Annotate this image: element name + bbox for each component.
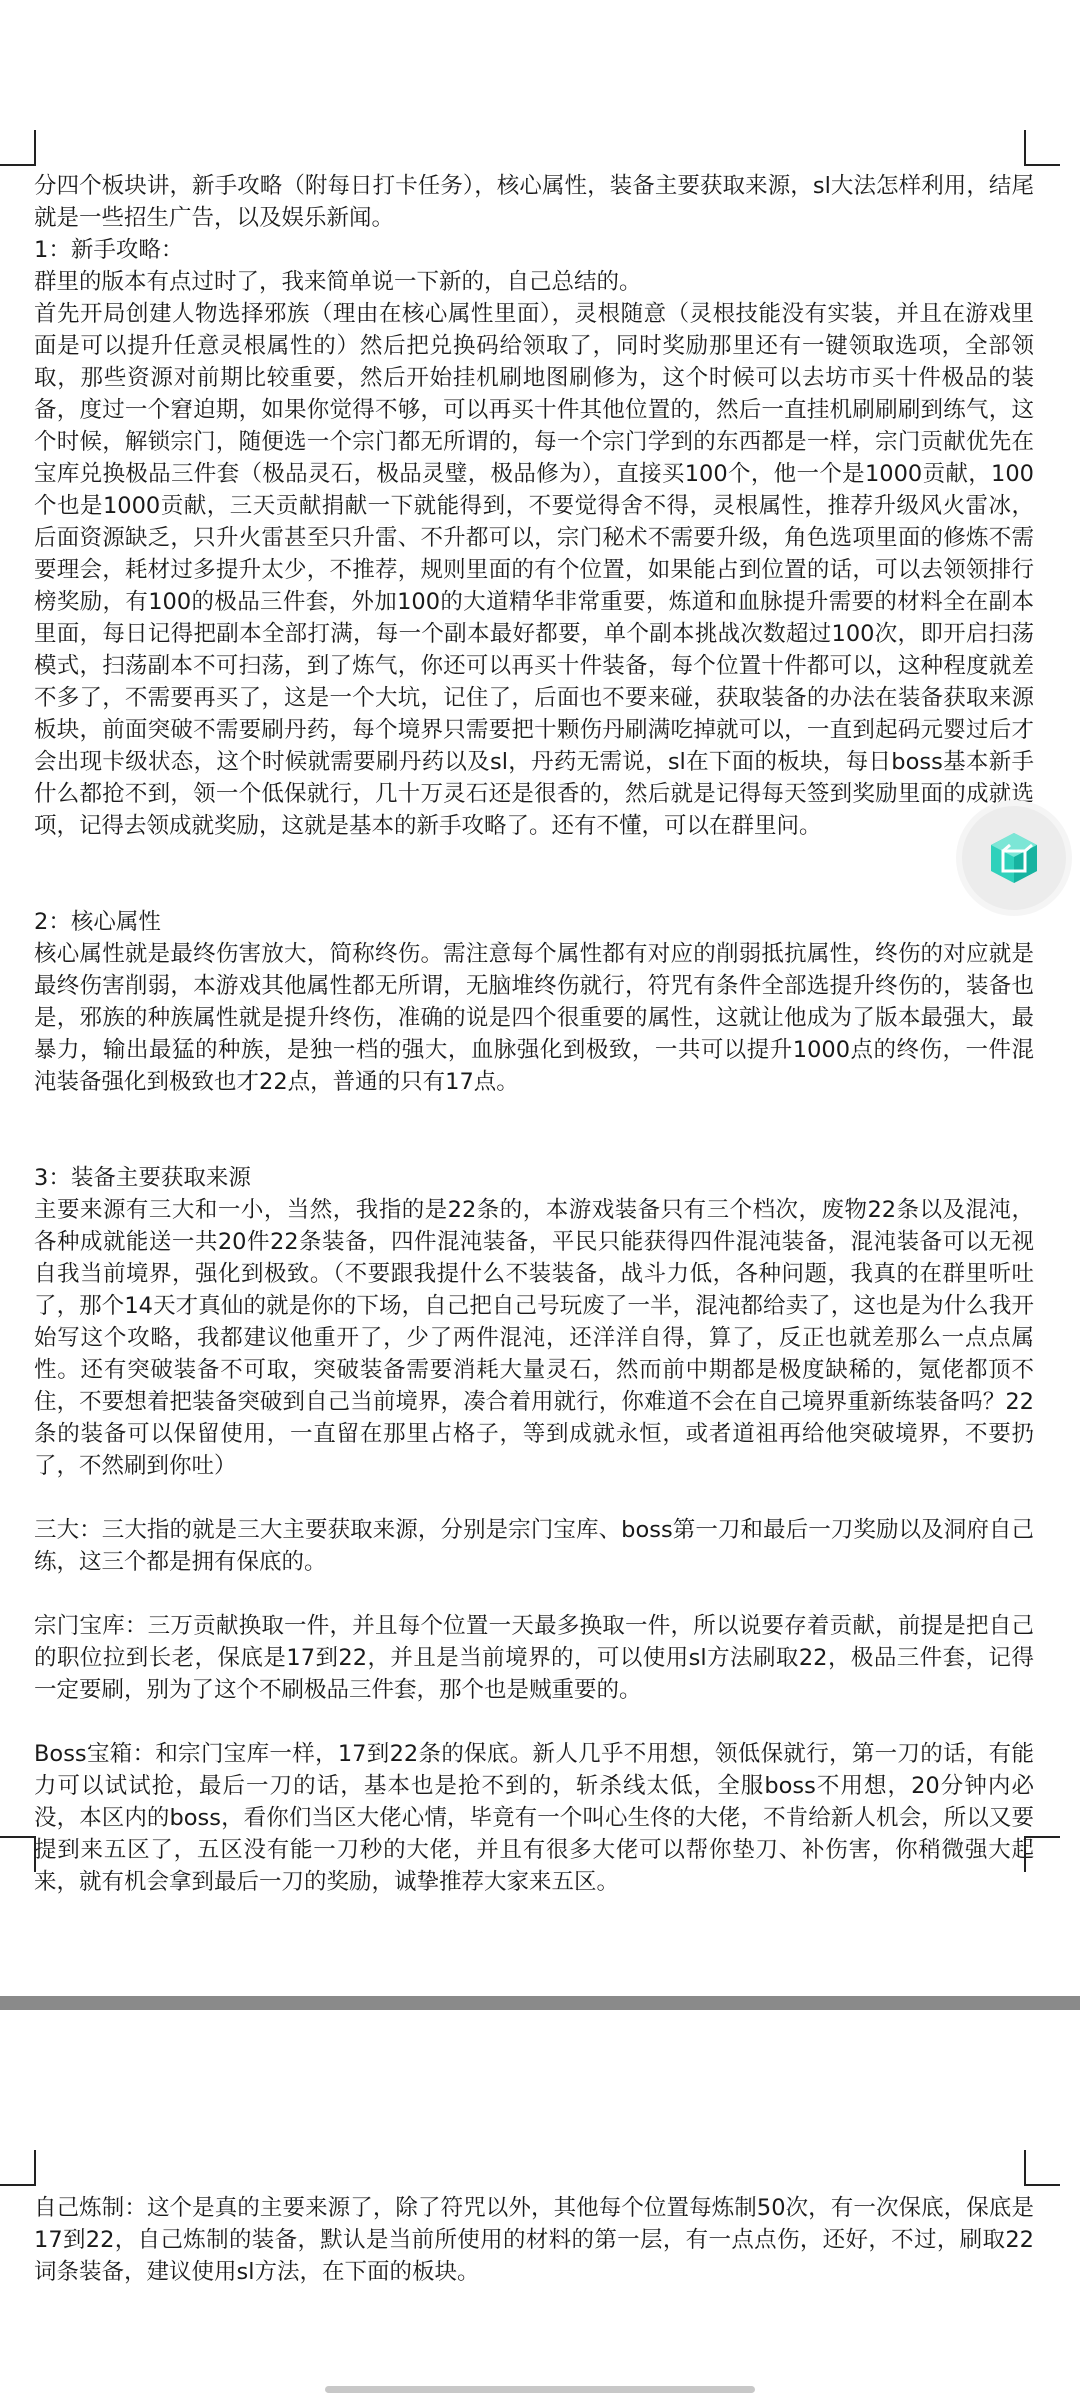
floating-tool-button[interactable] [962,806,1066,910]
section-2-title: 2：核心属性 [34,909,161,935]
boss-chest-paragraph: Boss宝箱：和宗门宝库一样，17到22条的保底。新人几乎不用想，领低保就行，第一刀的话，有能力可以试试抢，最后一刀的话，基本也是抢不到的，斩杀线太低，全服boss不用想，20分钟内必没，本区内的boss，看你们当区大佬心情，毕竟有一个叫心生佟的大佬，不肯给新人机会，所以又要提到来五区了，五区没有能一刀秒的大佬，并且有很多大佬可以帮你垫刀、补伤害，你稍微强大起来，就有机会拿到最后一刀的奖励，诚挚推荐大家来五区。 [34,1741,1034,1895]
section-2-body: 核心属性就是最终伤害放大，简称终伤。需注意每个属性都有对应的削弱抵抗属性，终伤的对应就是最终伤害削弱，本游戏其他属性都无所谓，无脑堆终伤就行，符咒有条件全部选提升终伤的，装备也是，邪族的种族属性就是提升终伤，准确的说是四个很重要的属性，这就让他成为了版本最强大，最暴力，输出最猛的种族，是独一档的强大，血脉强化到极致，一共可以提升1000点的终伤，一件混沌装备强化到极致也才22点，普通的只有17点。 [34,941,1034,1095]
page-corner-mark [1024,2150,1060,2186]
document-text [34,170,1034,1898]
intro-paragraph: 分四个板块讲，新手攻略（附每日打卡任务），核心属性，装备主要获取来源，sl大法怎样利用，结尾就是一些招生广告，以及娱乐新闻。 [34,173,1034,231]
section-3-body: 主要来源有三大和一小，当然，我指的是22条的，本游戏装备只有三个档次，废物22条以及混沌，各种成就能送一共20件22条装备，四件混沌装备，平民只能获得四件混沌装备，混沌装备可以无视自我当前境界，强化到极致。（不要跟我提什么不装装备，战斗力低，各种问题，我真的在群里听吐了，那个14天才真仙的就是你的下场，自己把自己号玩废了一半，混沌都给卖了，这也是为什么我开始写这个攻略，我都建议他重开了，少了两件混沌，还洋洋自得，算了，反正也就差那么一点点属性。还有突破装备不可取，突破装备需要消耗大量灵石，然而前中期都是极度缺稀的，氪佬都顶不住，不要想着把装备突破到自己当前境界，凑合着用就行，你难道不会在自己境界重新练装备吗？22条的装备可以保留使用，一直留在那里占格子，等到成就永恒，或者道祖再给他突破境界，不要扔了，不然刷到你吐） [34,1197,1034,1479]
page-separator [0,1996,1080,2010]
sect-vault-paragraph: 宗门宝库：三万贡献换取一件，并且每个位置一天最多换取一件，所以说要存着贡献，前提是把自己的职位拉到长老，保底是17到22，并且是当前境界的，可以使用sl方法刷取22，极品三件套，记得一定要刷，别为了这个不刷极品三件套，那个也是贼重要的。 [34,1613,1034,1703]
big-three-paragraph: 三大：三大指的就是三大主要获取来源，分别是宗门宝库、boss第一刀和最后一刀奖励以及洞府自己练，这三个都是拥有保底的。 [34,1517,1034,1575]
page-corner-mark [0,2150,36,2186]
page-corner-mark [1024,130,1060,166]
section-1-note: 群里的版本有点过时了，我来简单说一下新的，自己总结的。 [34,269,642,295]
document-page-2 [0,2010,1080,2400]
cube-icon [985,829,1043,887]
home-indicator[interactable] [325,2386,755,2393]
section-1-body: 首先开局创建人物选择邪族（理由在核心属性里面），灵根随意（灵根技能没有实装，并且在游戏里面是可以提升任意灵根属性的）然后把兑换码给领取了，同时奖励那里还有一键领取选项，全部领取，那些资源对前期比较重要，然后开始挂机刷地图刷修为，这个时候可以去坊市买十件极品的装备，度过一个窘迫期，如果你觉得不够，可以再买十件其他位置的，然后一直挂机刷刷刷到练气，这个时候，解锁宗门，随便选一个宗门都无所谓的，每一个宗门学到的东西都是一样，宗门贡献优先在宝库兑换极品三件套（极品灵石，极品灵璧，极品修为），直接买100个，他一个是1000贡献，100个也是1000贡献，三天贡献捐献一下就能得到，不要觉得舍不得，灵根属性，推荐升级风火雷冰，后面资源缺乏，只升火雷甚至只升雷、不升都可以，宗门秘术不需要升级，角色选项里面的修炼不需要理会，耗材过多提升太少，不推荐，规则里面的有个位置，如果能占到位置的话，可以去领领排行榜奖励，有100的极品三件套，外加100的大道精华非常重要，炼道和血脉提升需要的材料全在副本里面，每日记得把副本全部打满，每一个副本最好都要，单个副本挑战次数超过100次，即开启扫荡模式，扫荡副本不可扫荡，到了炼气，你还可以再买十件装备，每个位置十件都可以，这种程度就差不多了，不需要再买了，这是一个大坑，记住了，后面也不要来碰，获取装备的办法在装备获取来源板块，前面突破不需要刷丹药，每个境界只需要把十颗伤丹刷满吃掉就可以，一直到起码元婴过后才会出现卡级状态，这个时候就需要刷丹药以及sl，丹药无需说，sl在下面的板块，每日boss基本新手什么都抢不到，领一个低保就行，几十万灵石还是很香的，然后就是记得每天签到奖励里面的成就选项，记得去领成就奖励，这就是基本的新手攻略了。还有不懂，可以在群里问。 [34,301,1034,839]
section-1-title: 1：新手攻略： [34,237,184,263]
self-craft-paragraph: 自己炼制：这个是真的主要来源了，除了符咒以外，其他每个位置每炼制50次，有一次保底，保底是17到22，自己炼制的装备，默认是当前所使用的材料的第一层，有一点点伤，还好，不过，刷取22词条装备，建议使用sl方法，在下面的板块。 [34,2195,1034,2285]
page-corner-mark [1024,1836,1060,1872]
section-3-title: 3：装备主要获取来源 [34,1165,251,1191]
page-corner-mark [0,130,36,166]
document-text-page-2 [34,2192,1034,2288]
page-corner-mark [0,1836,36,1872]
